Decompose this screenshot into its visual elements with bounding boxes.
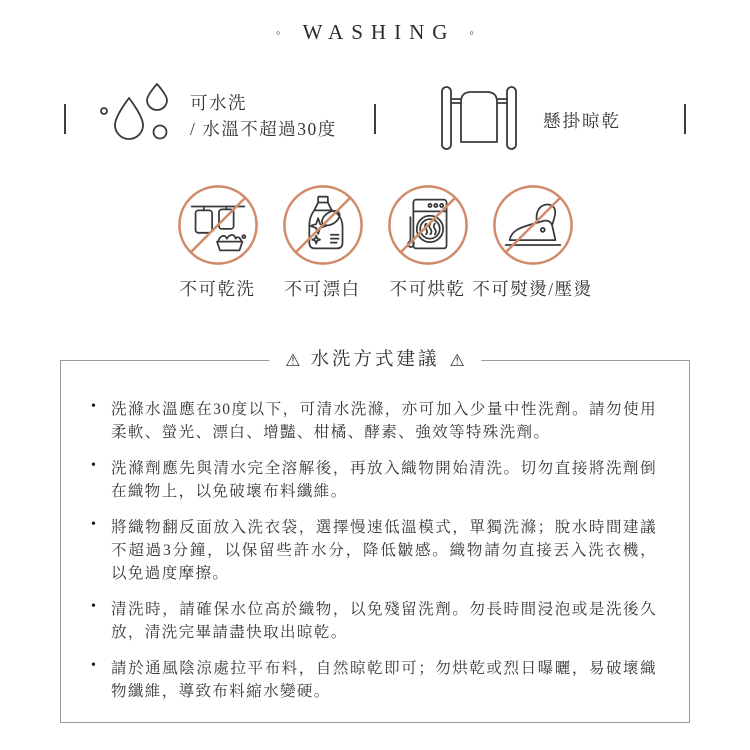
bullet-marker: • [91, 517, 96, 532]
no-iron-label: 不可熨燙/壓燙 [472, 279, 593, 299]
warning-icon: ⚠ [449, 351, 465, 370]
no-tumble-dry-label: 不可烘乾 [389, 279, 466, 299]
no-bleach-label: 不可漂白 [284, 279, 361, 299]
advice-item [91, 457, 657, 503]
advice-item [91, 398, 657, 444]
washable-line2: / 水溫不超過30度 [190, 119, 337, 139]
page-title-row [0, 20, 750, 45]
advice-text: 請於通風陰涼處拉平布料，自然晾乾即可；勿烘乾或烈日曝曬，易破壞織物纖維，導致布料縮水變硬。 [111, 660, 657, 700]
no-bleach-item [282, 184, 364, 301]
hang-dry-label: 懸掛晾乾 [543, 111, 621, 131]
no-tumble-dry-icon [387, 184, 469, 266]
advice-title: 水洗方式建議 [310, 350, 440, 370]
advice-text: 洗滌水溫應在30度以下，可清水洗滌，亦可加入少量中性洗劑。請勿使用柔軟、螢光、漂白、增豔、柑橘、酵素、強效等特殊洗劑。 [111, 401, 657, 441]
advice-list [61, 361, 689, 703]
advice-item [91, 516, 657, 585]
title-decor-left: ◦ [275, 25, 281, 40]
no-iron-item [472, 184, 593, 301]
no-iron-icon [492, 184, 574, 266]
prohibited-row [0, 184, 750, 301]
water-drops-icon [98, 82, 172, 146]
warning-icon: ⚠ [285, 351, 301, 370]
bullet-marker: • [91, 399, 96, 414]
no-dry-clean-icon [177, 184, 259, 266]
bullet-marker: • [91, 458, 96, 473]
advice-header [269, 347, 481, 374]
divider-bar [684, 104, 686, 134]
no-tumble-dry-item [387, 184, 469, 301]
no-dry-clean-label: 不可乾洗 [179, 279, 256, 299]
washable-label [190, 90, 337, 142]
advice-box [60, 350, 690, 723]
divider-bar [64, 104, 66, 134]
advice-item [91, 657, 657, 703]
bullet-marker: • [91, 599, 96, 614]
bullet-marker: • [91, 658, 96, 673]
page-title: WASHING [302, 20, 456, 44]
washable-line1: 可水洗 [190, 93, 247, 113]
advice-text: 洗滌劑應先與清水完全溶解後，再放入織物開始清洗。切勿直接將洗劑倒在織物上，以免破壞布料纖維。 [111, 460, 657, 500]
advice-text: 清洗時，請確保水位高於織物，以免殘留洗劑。勿長時間浸泡或是洗後久放，清洗完畢請盡快取出晾乾。 [111, 601, 657, 641]
divider-bar [374, 104, 376, 134]
hang-dry-icon [434, 85, 524, 151]
advice-text: 將織物翻反面放入洗衣袋，選擇慢速低溫模式，單獨洗滌；脫水時間建議不超過3分鐘，以保留些許水分，降低皺感。織物請勿直接丟入洗衣機，以免過度摩擦。 [111, 519, 657, 582]
no-bleach-icon [282, 184, 364, 266]
title-decor-right: ◦ [469, 25, 475, 40]
advice-item [91, 598, 657, 644]
no-dry-clean-item [177, 184, 259, 301]
